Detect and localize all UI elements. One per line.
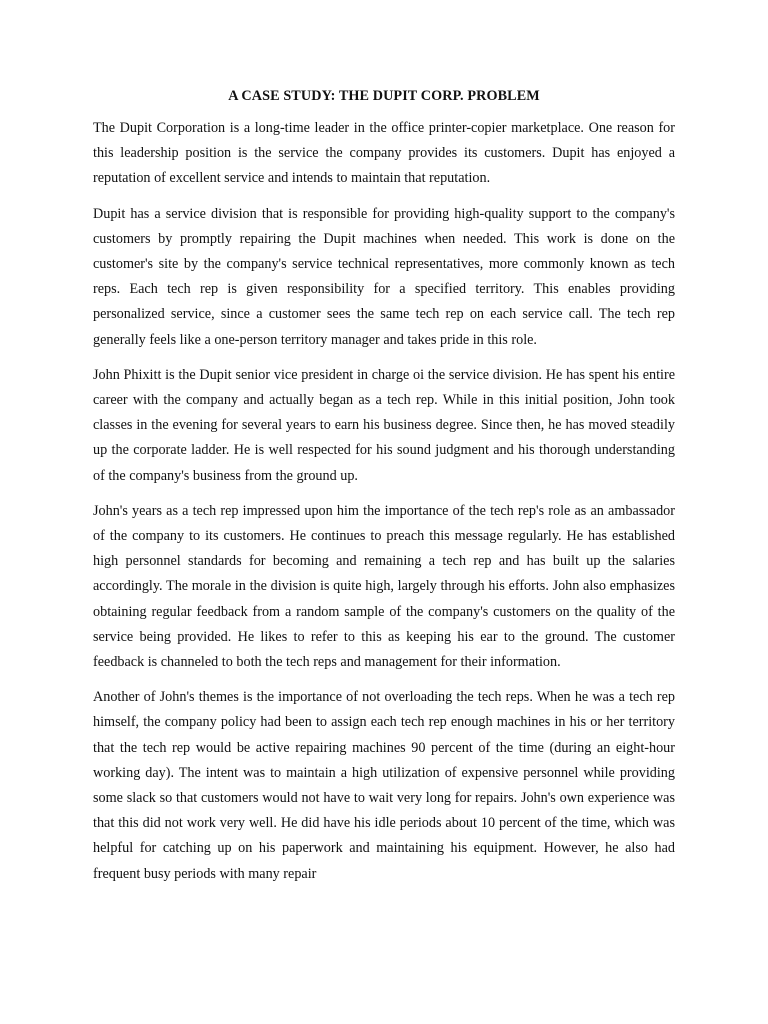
paragraph-overloading: Another of John's themes is the importance of not overloading the tech reps. When he was a tech rep himself, the company policy had been to assign each tech rep enough machines in his or her territory that the tech rep would be active repairing machines 90 percent of the time (during an eight-hour working day). The intent was to maintain a high utilization of expensive personnel while providing some slack so that customers would not have to wait very long for repairs. John's own experience was that this did not work very well. He did have his idle periods about 10 percent of the time, which was helpful for catching up on his paperwork and maintaining his equipment. However, he also had frequent busy periods with many repair [93, 689, 675, 882]
paragraph-tech-rep-role: John's years as a tech rep impressed upon him the importance of the tech rep's role as an ambassador of the company to its customers. He continues to preach this message regularly. He has established high personnel standards for becoming and remaining a tech rep and has built up the salaries accordingly. The morale in the division is quite high, largely through his efforts. John also emphasizes obtaining regular feedback from a random sample of the company's customers on the quality of the service being provided. He likes to refer to this as keeping his ear to the ground. The customer feedback is channeled to both the tech reps and management for their information. [93, 502, 675, 671]
paragraph-company-overview: The Dupit Corporation is a long-time leader in the office printer-copier marketplace. One reason for this leadership position is the service the company provides its customers. Dupit has enjoyed a reputation of excellent service and intends to maintain that reputation. [93, 120, 675, 187]
document-title: A CASE STUDY: THE DUPIT CORP. PROBLEM [228, 88, 540, 104]
paragraph-service-division: Dupit has a service division that is responsible for providing high-quality support to the company's customers by promptly repairing the Dupit machines when needed. This work is done on the customer's site by the company's service technical representatives, more commonly known as tech reps. Each tech rep is given responsibility for a specified territory. This enables providing personalized service, since a customer sees the same tech rep on each service call. The tech rep generally feels like a one-person territory manager and takes pride in this role. [93, 205, 675, 348]
paragraph-john-phixitt: John Phixitt is the Dupit senior vice president in charge oi the service division. He has spent his entire career with the company and actually began as a tech rep. While in this initial position, John took classes in the evening for several years to earn his business degree. Since then, he has moved steadily up the corporate ladder. He is well respected for his sound judgment and his thorough understanding of the company's business from the ground up. [93, 366, 675, 484]
